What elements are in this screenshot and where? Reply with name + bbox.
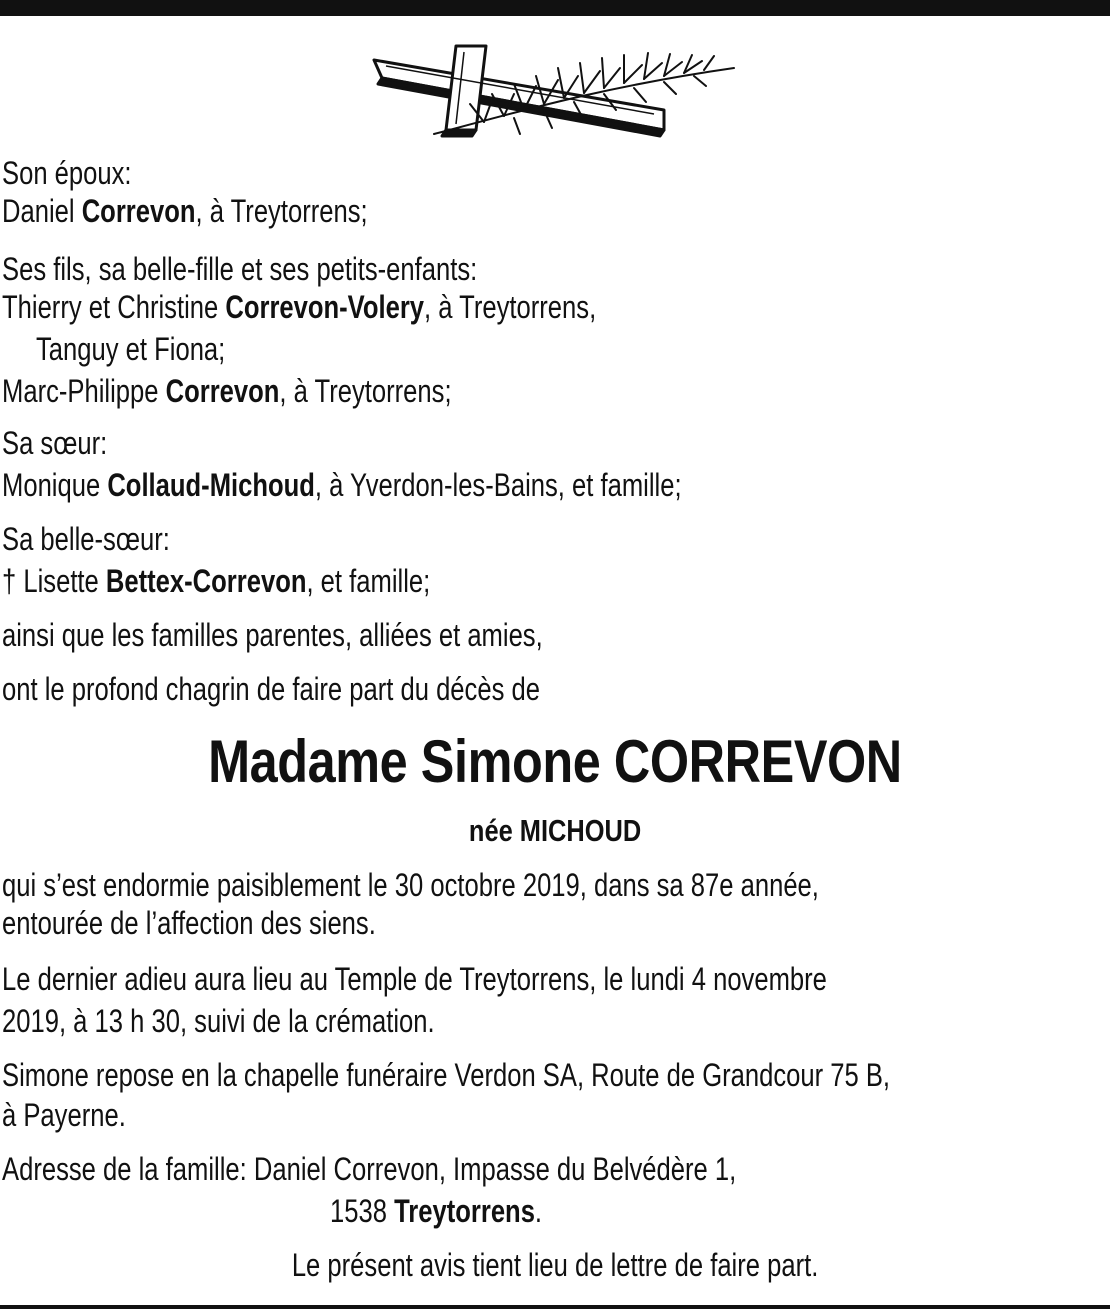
address-line-1: Adresse de la famille: Daniel Correvon, Impasse du Belvédère 1, [2,1151,737,1187]
children-line1-first: Thierry et Christine [2,289,219,325]
spouse-heading: Son époux: [2,155,132,191]
sister-in-law-first: † Lisette [2,563,99,599]
funeral-line-2: 2019, à 13 h 30, suivi de la crémation. [2,1003,435,1039]
spouse-surname: Correvon [81,193,196,229]
children-heading: Ses fils, sa belle-fille et ses petits-enfants: [2,251,478,287]
sister-line [2,466,682,504]
sister-surname: Collaud-Michoud [107,467,315,503]
deceased-name [0,726,1110,798]
sister-in-law-rest: , et famille; [306,563,431,599]
closing-line [0,1246,1110,1284]
bottom-border [0,1305,1110,1309]
sister-first: Monique [2,467,101,503]
announce-line: ont le profond chagrin de faire part du décès de [2,671,540,707]
address-city: Treytorrens [394,1193,535,1229]
spouse-line [2,192,368,230]
death-line-2: entourée de l’affection des siens. [2,905,376,941]
death-line-1: qui s’est endormie paisiblement le 30 octobre 2019, dans sa 87e année, [2,867,819,903]
grandchildren-line: Tanguy et Fiona; [36,331,226,367]
sister-rest: , à Yverdon-les-Bains, et famille; [314,467,682,503]
birth-name-text: née MICHOUD [468,813,642,848]
rest-line-2: à Payerne. [2,1097,126,1133]
children-line2-surname: Correvon [165,373,280,409]
rest-line-1: Simone repose en la chapelle funéraire Verdon SA, Route de Grandcour 75 B, [2,1057,891,1093]
children-line-2 [2,372,452,410]
deceased-name-text: Madame Simone CORREVON [208,728,902,795]
funeral-line-1: Le dernier adieu aura lieu au Temple de Treytorrens, le lundi 4 novembre [2,961,827,997]
children-line2-rest: , à Treytorrens; [279,373,452,409]
sister-in-law-surname: Bettex-Correvon [105,563,307,599]
address-suffix: . [534,1193,543,1229]
spouse-first: Daniel [2,193,75,229]
children-line1-rest: , à Treytorrens, [424,289,597,325]
children-line1-surname: Correvon-Volery [225,289,425,325]
top-border [0,0,1110,16]
spouse-rest: , à Treytorrens; [195,193,368,229]
relatives-line: ainsi que les familles parentes, alliées et amies, [2,617,543,653]
address-postcode: 1538 [330,1193,387,1229]
address-line-2 [330,1192,542,1230]
closing-text: Le présent avis tient lieu de lettre de faire part. [291,1247,819,1283]
children-line2-first: Marc-Philippe [2,373,159,409]
sister-heading: Sa sœur: [2,425,108,461]
sister-in-law-heading: Sa belle-sœur: [2,521,170,557]
children-line-1 [2,288,596,326]
birth-name [0,812,1110,850]
sister-in-law-line [2,562,430,600]
cross-with-palm-icon [364,38,744,142]
